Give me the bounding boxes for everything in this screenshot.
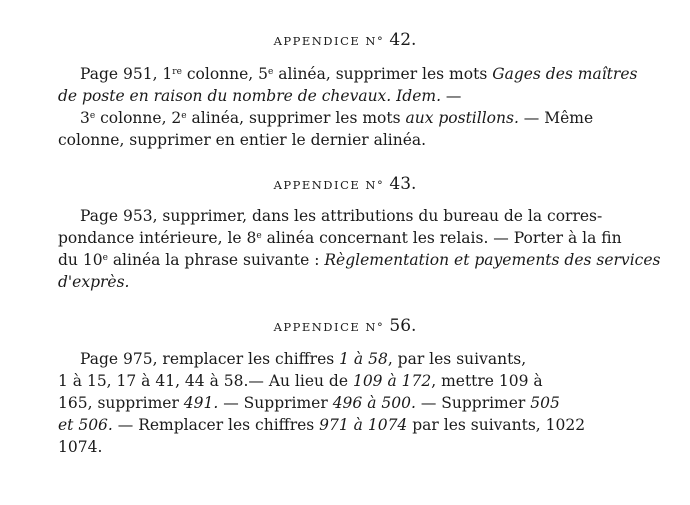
text-line: 3e colonne, 2e alinéa, supprimer les mots aux postillons. — Même: [80, 109, 594, 127]
appendix-42-paragraph: [58, 63, 638, 151]
text-line: d'exprès.: [58, 273, 130, 291]
text-line: Page 953, supprimer, dans les attributions du bureau de la corres-: [80, 207, 603, 225]
appendix-number: 56.: [389, 316, 417, 336]
text-line: colonne, supprimer en entier le dernier alinéa.: [58, 131, 427, 149]
text-line: Page 975, remplacer les chiffres 1 à 58, par les suivants,: [80, 350, 527, 368]
appendix-43-heading: [0, 174, 690, 194]
appendix-42-heading: [0, 30, 690, 50]
text-line: Page 951, 1re colonne, 5e alinéa, supprimer les mots Gages des maîtres: [80, 65, 638, 83]
appendix-label: APPENDICE N°: [273, 178, 385, 192]
text-line: de poste en raison du nombre de chevaux. Idem. —: [58, 87, 462, 105]
appendix-number: 43.: [389, 174, 417, 194]
appendix-56-heading: [0, 316, 690, 336]
appendix-56-paragraph: [58, 348, 638, 458]
text-line: pondance intérieure, le 8e alinéa concernant les relais. — Porter à la fin: [58, 229, 622, 247]
text-line: 1 à 15, 17 à 41, 44 à 58.— Au lieu de 109 à 172, mettre 109 à: [58, 372, 543, 390]
text-line: 1074.: [58, 438, 103, 456]
text-line: 165, supprimer 491. — Supprimer 496 à 500. — Supprimer 505: [58, 394, 560, 412]
appendix-number: 42.: [389, 30, 417, 50]
text-line: du 10e alinéa la phrase suivante : Règlementation et payements des services: [58, 251, 661, 269]
appendix-label: APPENDICE N°: [273, 34, 385, 48]
appendix-43-paragraph: [58, 205, 661, 293]
appendix-label: APPENDICE N°: [273, 320, 385, 334]
text-line: et 506. — Remplacer les chiffres 971 à 1074 par les suivants, 1022: [58, 416, 586, 434]
